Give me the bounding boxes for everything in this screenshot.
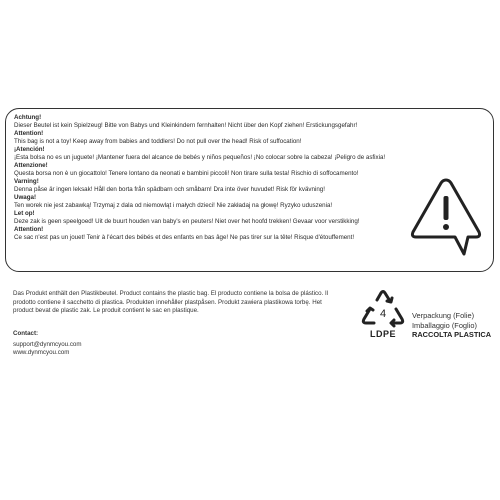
warning-text-pl: Ten worek nie jest zabawką! Trzymaj z dala od niemowląt i małych dzieci! Nie zakładaj na głowę! Ryzyko uduszenia! <box>14 202 333 209</box>
packaging-info <box>412 311 491 340</box>
warning-text-nl: Deze zak is geen speelgoed! Uit de buurt houden van baby's en peuters! Niet over het hoofd trekken! Gevaar voor verstikking! <box>14 218 360 225</box>
warning-text-de: Dieser Beutel ist kein Spielzeug! Bitte von Babys und Kleinkindern fernhalten! Nicht über den Kopf ziehen! Erstickungsgefahr! <box>14 122 358 129</box>
packaging-line-it: Imballaggio (Foglio) <box>412 320 477 330</box>
warning-triangle-icon <box>406 174 486 258</box>
warning-heading-it: Attenzione! <box>14 162 48 169</box>
warning-text-fr: Ce sac n'est pas un jouet! Tenir à l'écart des bébés et des enfants en bas âge! Ne pas tirer sur la tête! Risque d'étouffement! <box>14 234 355 241</box>
warning-box <box>5 108 494 272</box>
warning-heading-nl: Let op! <box>14 210 35 217</box>
contact-email: support@dynmcyou.com <box>13 340 82 348</box>
packaging-line-bold: RACCOLTA PLASTICA <box>412 330 492 340</box>
warning-text-block <box>14 114 410 242</box>
recycling-code: 4 <box>379 308 387 320</box>
contact-label: Contact: <box>13 330 39 337</box>
warning-text-it: Questa borsa non è un giocattolo! Tenere lontano da neonati e bambini piccoli! Non tirare sulla testa! Rischio di soffocamento! <box>14 170 359 177</box>
packaging-line-de: Verpackung (Folie) <box>412 311 475 320</box>
warning-heading-de: Achtung! <box>14 114 42 121</box>
warning-text-sv: Denna påse är ingen leksak! Håll den borta från spädbarn och småbarn! Dra inte över huvudet! Risk för kvävning! <box>14 186 325 193</box>
warning-heading-es: ¡Atención! <box>14 146 45 153</box>
warning-heading-pl: Uwaga! <box>14 194 37 201</box>
product-info-text: Das Produkt enthält den Plastikbeutel. Product contains the plastic bag. El producto contiene la bolsa de plástico. Il prodotto contiene il sacchetto di plastica. Produkten innehåller plastpåsen. Produkt zawiera plastikowa torbę. Het product bevat de plastic zak. Le produit contient le sac en plastique. <box>13 290 329 315</box>
recycling-material: LDPE <box>369 329 396 339</box>
warning-text-en: This bag is not a toy! Keep away from babies and toddlers! Do not pull over the head! Risk of suffocation! <box>14 138 302 145</box>
warning-heading-sv: Varning! <box>14 178 39 185</box>
warning-heading-en: Attention! <box>14 130 44 137</box>
warning-heading-fr: Attention! <box>14 226 44 233</box>
warning-text-es: ¡Esta bolsa no es un juguete! ¡Mantener fuera del alcance de bebés y niños pequeños! ¡No colocar sobre la cabeza! ¡Peligro de asfixia! <box>14 154 386 161</box>
contact-block <box>13 330 82 358</box>
contact-website: www.dynmcyou.com <box>13 349 70 357</box>
